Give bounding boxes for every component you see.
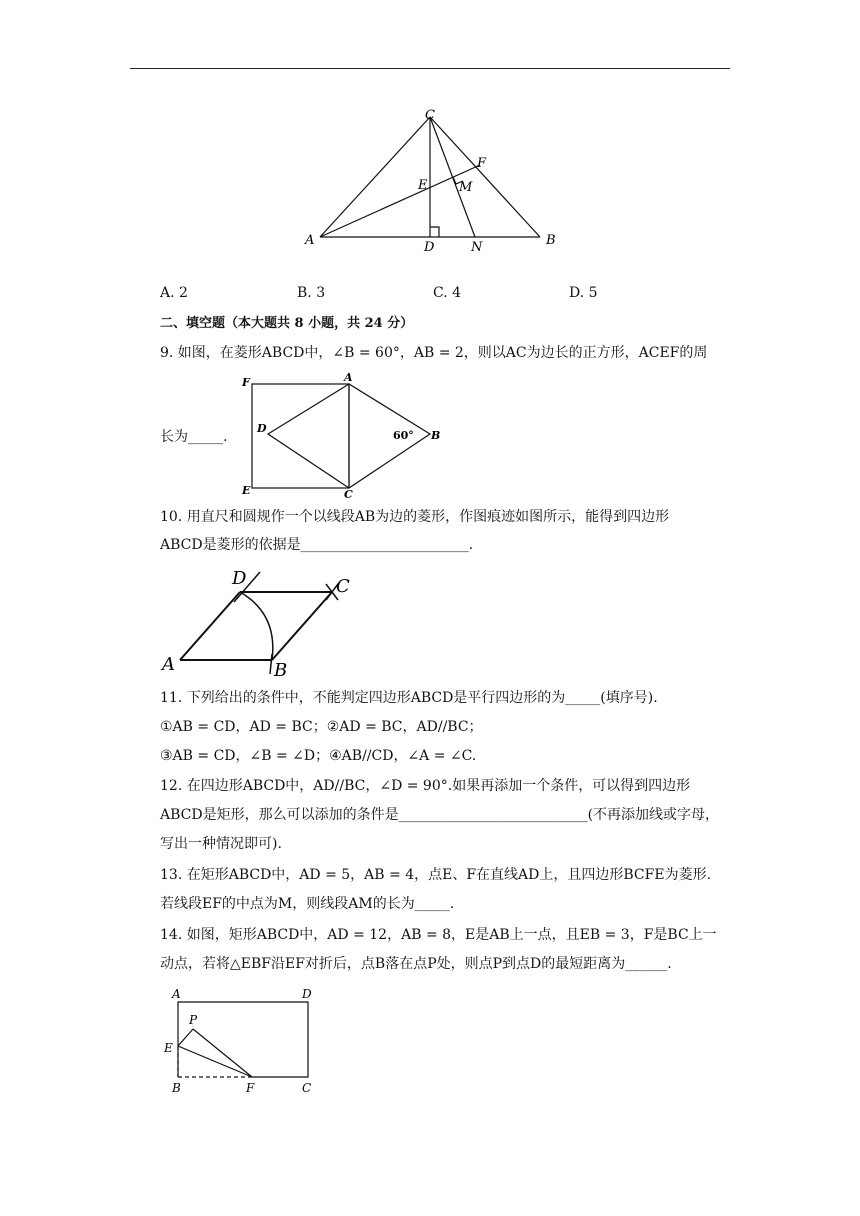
option-b: B. 3 [297,285,326,301]
label-b: B [172,1081,181,1095]
q11-text-line1: 11. 下列给出的条件中，不能判定四边形ABCD是平行四边形的为_____(填序号). [160,690,658,706]
option-d: D. 5 [569,285,598,301]
label-d: D [424,240,435,255]
q12-text-line3: 写出一种情况即可). [160,836,282,852]
label-a: A [305,233,315,248]
section-heading: 二、填空题（本大题共 8 小题，共 24 分） [160,316,414,331]
label-c: C [302,1081,312,1095]
line-af [320,165,480,237]
label-e: E [418,178,428,193]
label-c: C [425,108,435,123]
q12-text-line1: 12. 在四边形ABCD中，AD//BC，∠D = 90°.如果再添加一个条件，可以得到四边形 [160,778,691,794]
fold-line-ef [178,1046,252,1077]
q8-figure [300,105,570,255]
label-f: F [242,376,250,389]
line-ca [320,117,430,237]
option-a: A. 2 [160,285,188,301]
header-rule [130,68,730,69]
q9-text-line1: 9. 如图，在菱形ABCD中，∠B = 60°，AB = 2，则以AC为边长的正方形，ACEF的周 [160,345,708,361]
right-angle-d [430,227,439,237]
q11-text-line2: ①AB = CD，AD = BC；②AD = BC，AD//BC； [160,719,483,735]
label-m: M [459,180,473,195]
q10-figure [160,562,360,680]
arc-mark-b [270,654,272,674]
label-a: A [344,372,353,384]
label-a: A [172,987,181,1001]
segment-ep [178,1029,193,1046]
option-c: C. 4 [433,285,462,301]
q14-text-line1: 14. 如图，矩形ABCD中，AD = 12，AB = 8，E是AB上一点，且EB = 3，F是BC上一 [160,927,717,943]
label-f: F [246,1081,255,1095]
square-acef [252,384,349,488]
label-a: A [162,654,175,675]
label-p: P [189,1013,198,1027]
label-d: D [257,422,267,435]
label-b: B [546,233,556,248]
label-e: E [242,484,251,497]
line-cb [430,117,540,237]
q11-text-line3: ③AB = CD，∠B = ∠D；④AB//CD，∠A = ∠C. [160,748,477,764]
label-c: C [344,488,353,500]
side-bc [272,592,332,660]
label-f: F [477,156,487,171]
segment-pf [193,1029,252,1077]
label-angle-60: 60° [393,429,414,442]
label-e: E [164,1041,173,1055]
q13-text-line1: 13. 在矩形ABCD中，AD = 5，AB = 4，点E、F在直线AD上，且四边形BCFE为菱形. [160,867,712,883]
q9-figure [240,372,450,500]
q13-text-line2: 若线段EF的中点为M，则线段AM的长为_____. [160,896,455,912]
q14-text-line2: 动点，若将△EBF沿EF对折后，点B落在点P处，则点P到点D的最短距离为______. [160,956,672,972]
line-cn [430,117,475,237]
label-b: B [274,660,288,680]
arc-bd [240,592,273,660]
q14-figure [160,984,330,1099]
rectangle-abcd [178,1002,308,1077]
q9-text-line2: 长为_____. [160,429,228,445]
label-n: N [471,240,483,255]
label-d: D [302,987,312,1001]
q10-text-line2: ABCD是菱形的依据是________________________. [160,537,474,553]
label-d: D [232,568,247,589]
q10-text-line1: 10. 用直尺和圆规作一个以线段AB为边的菱形，作图痕迹如图所示，能得到四边形 [160,509,670,525]
q12-text-line2: ABCD是矩形，那么可以添加的条件是___________________________(不再添加线或字母， [160,807,720,823]
label-c: C [336,576,350,597]
side-ad [180,592,240,660]
label-b: B [431,429,441,442]
